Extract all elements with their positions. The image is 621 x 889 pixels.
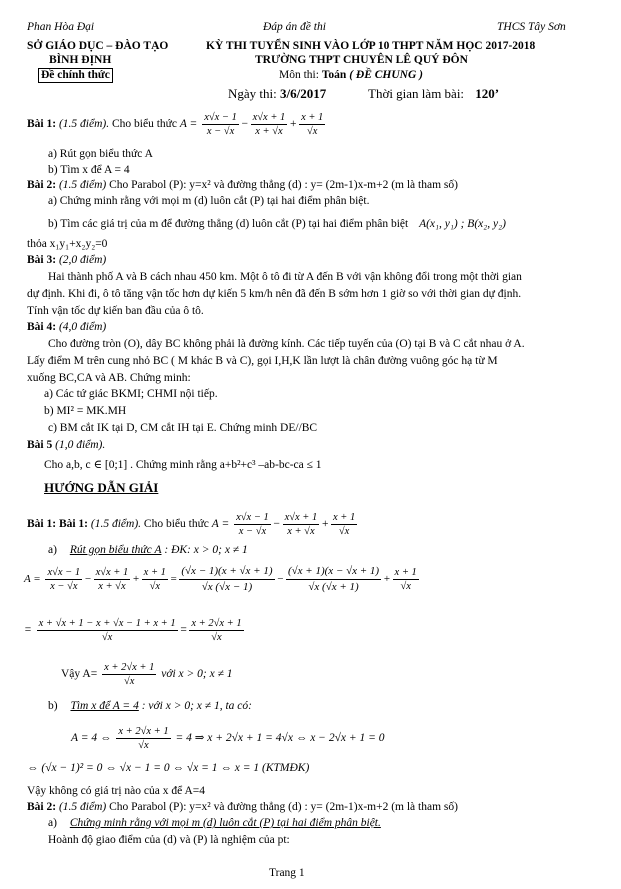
- time-value: 120’: [475, 86, 500, 101]
- eq-frac-4-den: √x (√x − 1): [201, 581, 253, 593]
- problem4-part-a: a) Các tứ giác BKMI; CHMI nội tiếp.: [44, 388, 218, 400]
- sol-frac-2: [283, 511, 320, 538]
- result-vay: Vậy A=: [61, 668, 98, 681]
- solution2-line: [27, 800, 458, 814]
- subject-note: ( ĐỀ CHUNG ): [349, 69, 423, 81]
- eq-frac-2-den: x + √x: [98, 581, 126, 592]
- solution1b-eq1: [71, 725, 385, 752]
- problem3-points: (2,0 điểm): [58, 254, 107, 266]
- sol-frac-1-num: x√x − 1: [236, 512, 269, 523]
- op-eq: =: [169, 573, 178, 586]
- eq-frac-5: [286, 564, 381, 595]
- exam-title: KỲ THI TUYỂN SINH VÀO LỚP 10 THPT NĂM HỌC 2017-2018: [206, 40, 536, 52]
- eq-frac-1: [45, 566, 82, 593]
- date-label: Ngày thi:: [228, 86, 277, 101]
- problem2-text: Cho Parabol (P): y=x² và đường thẳng (d) : y= (2m-1)x-m+2 (m là tham số): [109, 179, 458, 191]
- result-frac-num: x + 2√x + 1: [104, 662, 155, 673]
- result-condition: với x > 0; x ≠ 1: [161, 668, 233, 681]
- problem2-points: (1.5 điểm): [58, 179, 107, 191]
- eq-frac-5-num: (√x + 1)(x − √x + 1): [286, 564, 381, 580]
- eq1-frac: [116, 725, 170, 752]
- eq-frac-2-num: x√x + 1: [95, 567, 129, 578]
- frac-2: [251, 111, 288, 138]
- document-title: Đáp án đề thi: [263, 21, 326, 33]
- solution1a-result: [61, 661, 233, 688]
- op-eq-3: =: [179, 624, 188, 637]
- simp-frac-2-num: x + 2√x + 1: [191, 618, 242, 629]
- problem3-line3: Tính vận tốc dự kiến ban đầu của ô tô.: [27, 305, 204, 317]
- eq-frac-4: [179, 564, 274, 595]
- eq-frac-5-den: √x (√x + 1): [308, 581, 359, 593]
- eq-frac-4-num: (√x − 1)(x + √x + 1): [179, 564, 274, 580]
- problem2-condition: thỏa x₁y₁+x₂y₂=0: [27, 238, 108, 250]
- solution1a-equation: [24, 564, 421, 595]
- eq1-frac-den: √x: [138, 740, 149, 751]
- problem1-label: Bài 1:: [27, 118, 57, 131]
- page-number: Trang 1: [269, 867, 305, 879]
- sol-frac-1: [234, 511, 271, 538]
- frac-1: [202, 111, 239, 138]
- sol-frac-1-den: x − √x: [238, 526, 267, 537]
- solution2-text: Cho Parabol (P): y=x² và đường thẳng (d) : y= (2m-1)x-m+2 (m là tham số): [109, 801, 458, 813]
- problem5-points: (1,0 điểm).: [55, 439, 106, 451]
- problem1-part-a: a) Rút gọn biểu thức A: [48, 148, 153, 160]
- frac-2-den: x + √x: [255, 126, 283, 137]
- eq-frac-6: [393, 566, 419, 593]
- exam-school: TRƯỜNG THPT CHUYÊN LÊ QUÝ ĐÔN: [255, 54, 468, 66]
- department-line2: BÌNH ĐỊNH: [49, 54, 112, 66]
- op-plus-3: +: [132, 573, 140, 586]
- eq-frac-3-num: x + 1: [143, 567, 166, 578]
- problem1-text: Cho biểu thức: [111, 118, 177, 131]
- problem5-label: Bài 5: [27, 439, 53, 451]
- eq-frac-1-num: x√x − 1: [47, 567, 81, 578]
- official-badge: Đề chính thức: [38, 68, 113, 83]
- simp-frac-2: [189, 617, 243, 644]
- expr-a-eq-3: A =: [24, 573, 41, 586]
- solution2a-line: [48, 816, 381, 830]
- solution1b-title: Tìm x để A = 4: [70, 700, 139, 712]
- solution1a-line: [48, 543, 248, 557]
- author-name: Phan Hòa Đại: [27, 21, 95, 33]
- solution-heading: HƯỚNG DẪN GIẢI: [44, 480, 159, 495]
- problem4-label: Bài 4:: [27, 321, 57, 333]
- solution2-label: Bài 2:: [27, 801, 57, 813]
- sol-frac-3: [331, 511, 357, 538]
- school-name: THCS Tây Sơn: [497, 21, 566, 33]
- problem5-text: Cho a,b, c ∈ [0;1] . Chứng minh rằng a+b²+c³ –ab-bc-ca ≤ 1: [44, 459, 322, 471]
- op-plus-2: +: [321, 518, 329, 531]
- eq1-suffix: = 4 ⇒ x + 2√x + 1 = 4√x ⇔ x − 2√x + 1 = 0: [175, 732, 385, 745]
- expr-a-eq-2: A =: [211, 518, 230, 531]
- problem4-line1: Cho đường tròn (O), dây BC không phải là đường kính. Các tiếp tuyến của (O) tại B và C cắt nhau ở A.: [48, 338, 525, 350]
- solution2a-label: a): [48, 817, 57, 829]
- eq-frac-3: [142, 566, 168, 593]
- op-minus-3: −: [84, 573, 92, 586]
- problem4-part-b: b) MI² = MK.MH: [44, 405, 127, 417]
- problem3-label: Bài 3:: [27, 254, 57, 266]
- solution1-line: [27, 511, 359, 538]
- problem2-label: Bài 2:: [27, 179, 57, 191]
- op-minus-4: −: [276, 573, 284, 586]
- sol-frac-2-den: x + √x: [287, 526, 315, 537]
- problem5-heading: [27, 438, 105, 452]
- problem1-line: [27, 111, 327, 138]
- solution1a-simplified: [24, 617, 246, 644]
- op-eq-2: =: [24, 624, 32, 637]
- solution1-points: (1.5 điểm).: [90, 518, 142, 531]
- op-plus-4: +: [383, 573, 391, 586]
- solution1b-eq2: ⇔ (√x − 1)² = 0 ⇔ √x − 1 = 0 ⇔ √x = 1 ⇔ x = 1 (KTMĐK): [27, 762, 310, 774]
- problem3-line2: dự định. Khi đi, ô tô tăng vận tốc hơn dự kiến 5 km/h nên đã đến B sớm hơn 1 giờ so với thời gian dự định.: [27, 288, 522, 300]
- frac-3-den: √x: [306, 126, 318, 137]
- result-frac-den: √x: [123, 676, 135, 687]
- solution1a-condition: : ĐK: x > 0; x ≠ 1: [164, 544, 248, 556]
- simp-frac-1-num: x + √x + 1 − x + √x − 1 + x + 1: [38, 618, 176, 629]
- op-minus-2: −: [272, 518, 281, 531]
- problem3-line1: Hai thành phố A và B cách nhau 450 km. Một ô tô đi từ A đến B với vận không đổi trong một thời gian: [48, 271, 522, 283]
- solution1b-label: b): [48, 700, 58, 712]
- problem2-part-b: [48, 217, 506, 231]
- problem1-part-b: b) Tìm x để A = 4: [48, 164, 130, 176]
- eq-frac-2: [94, 566, 131, 593]
- sol-frac-2-num: x√x + 1: [284, 512, 318, 523]
- frac-3: [299, 111, 325, 138]
- simp-frac-1-den: √x: [101, 632, 113, 643]
- op-minus: −: [240, 118, 249, 131]
- solution1-text: Cho biểu thức: [143, 518, 209, 531]
- time-line: [368, 87, 499, 101]
- simp-frac-1: [37, 617, 178, 644]
- frac-3-num: x + 1: [301, 112, 324, 123]
- simp-frac-2-den: √x: [211, 632, 222, 643]
- problem2-part-b-text: b) Tìm các giá trị của m để đường thẳng (d) luôn cắt (P) tại hai điểm phân biệt: [48, 218, 409, 230]
- solution1b-line: [48, 699, 252, 713]
- result-frac: [102, 661, 156, 688]
- time-label: Thời gian làm bài:: [368, 86, 465, 101]
- problem4-line2: Lấy điểm M trên cung nhỏ BC ( M khác B và C), gọi I,H,K lần lượt là chân đường vuông góc hạ từ M: [27, 355, 498, 367]
- eq-frac-6-den: √x: [400, 581, 411, 592]
- solution2a-text: Hoành độ giao điểm của (d) và (P) là nghiệm của pt:: [48, 834, 290, 846]
- subject-label: Môn thi:: [279, 69, 319, 81]
- problem4-line3: xuống BC,CA và AB. Chứng minh:: [27, 372, 191, 384]
- subject-line: [279, 68, 423, 82]
- date-line: [228, 87, 326, 101]
- solution1b-conclusion: Vậy không có giá trị nào của x để A=4: [27, 785, 205, 797]
- solution1a-label: a): [48, 544, 57, 556]
- eq-frac-6-num: x + 1: [394, 567, 417, 578]
- frac-2-num: x√x + 1: [252, 112, 286, 123]
- frac-1-num: x√x − 1: [204, 112, 237, 123]
- problem2-line: [27, 178, 458, 192]
- problem3-heading: [27, 253, 106, 267]
- problem4-part-c: c) BM cắt IK tại D, CM cắt IH tại E. Chứng minh DE//BC: [48, 422, 318, 434]
- solution1-label: Bài 1: Bài 1:: [27, 518, 89, 531]
- problem4-points: (4,0 điểm): [58, 321, 107, 333]
- sol-frac-3-den: √x: [338, 526, 350, 537]
- frac-1-den: x − √x: [206, 126, 235, 137]
- solution2a-title: Chứng minh rằng với mọi m (d) luôn cắt (P) tại hai điểm phân biệt.: [69, 817, 381, 829]
- problem2-points-ab: A(x₁, y₁) ; B(x₂, y₂): [419, 218, 506, 230]
- eq1-prefix: A = 4 ⇔: [71, 732, 112, 745]
- eq-frac-1-den: x − √x: [50, 581, 78, 592]
- problem4-heading: [27, 320, 106, 334]
- eq1-frac-num: x + 2√x + 1: [118, 726, 169, 737]
- op-plus: +: [289, 118, 298, 131]
- problem1-points: (1.5 điểm).: [58, 118, 110, 131]
- problem2-part-a: a) Chứng minh rằng với mọi m (d) luôn cắt (P) tại hai điểm phân biệt.: [48, 195, 370, 207]
- expr-a-eq: A =: [179, 118, 198, 131]
- eq-frac-3-den: √x: [149, 581, 161, 592]
- date-value: 3/6/2017: [280, 86, 327, 101]
- solution2-points: (1.5 điểm): [58, 801, 107, 813]
- department-line1: SỞ GIÁO DỤC – ĐÀO TẠO: [27, 40, 169, 52]
- solution1a-title: Rút gọn biểu thức A: [69, 544, 162, 556]
- solution1b-condition: : với x > 0; x ≠ 1, ta có:: [141, 700, 252, 712]
- sol-frac-3-num: x + 1: [333, 512, 356, 523]
- subject-value: Toán: [321, 69, 347, 81]
